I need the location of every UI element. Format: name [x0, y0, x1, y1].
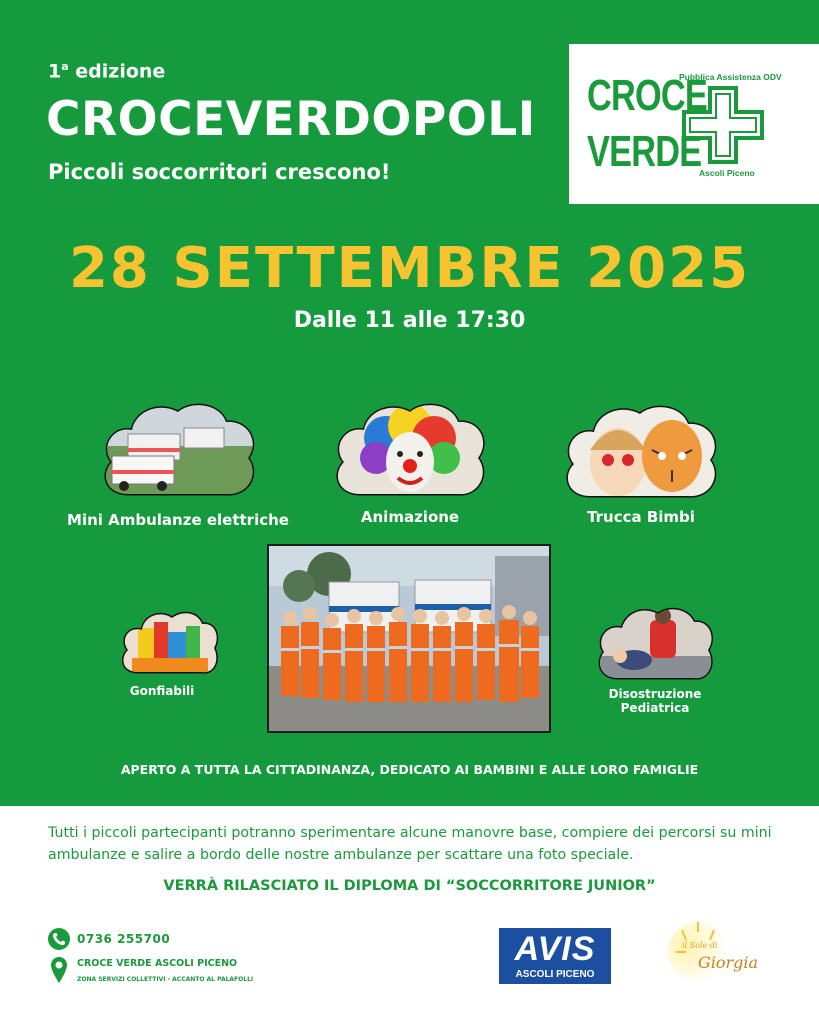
- activity-label-mini-ambulanze: Mini Ambulanze elettriche: [67, 511, 289, 529]
- organization-name: CROCE VERDE ASCOLI PICENO: [77, 958, 238, 969]
- activity-label-gonfiabili: Gonfiabili: [129, 684, 195, 698]
- diploma-notice: VERRÀ RILASCIATO IL DIPLOMA DI “SOCCORRITORE JUNIOR”: [163, 878, 656, 894]
- avis-logo-city: ASCOLI PICENO: [515, 969, 595, 980]
- description-text: Tutti i piccoli partecipanti potranno sperimentare alcune manovre base, compiere dei percorsi su mini ambulanze e salire a bordo delle nostre ambulanze per scattare una foto speciale.: [48, 825, 772, 863]
- green-cross-icon: [682, 86, 764, 164]
- event-title: CROCEVERDOPOLI: [46, 92, 536, 147]
- avis-logo: [499, 928, 611, 984]
- open-notice: APERTO A TUTTA LA CITTADINANZA, DEDICATO AI BAMBINI E ALLE LORO FAMIGLIE: [120, 762, 699, 777]
- event-time: Dalle 11 alle 17:30: [293, 308, 526, 333]
- svg-text:Giorgia: Giorgia: [698, 953, 759, 972]
- activity-label-trucca-bimbi: Trucca Bimbi: [587, 508, 695, 526]
- first-aid-photo: [594, 604, 716, 684]
- activity-label-animazione: Animazione: [360, 508, 460, 526]
- logo-word-verde: VERDE: [587, 127, 702, 176]
- event-date: 28 SETTEMBRE 2025: [68, 236, 751, 301]
- sole-di-giorgia-logo: [668, 918, 768, 990]
- face-paint-photo: [560, 400, 722, 506]
- edition-label: 1$^a$ edizione: [48, 60, 166, 83]
- phone-icon: [48, 928, 70, 950]
- event-subtitle: Piccoli soccorritori crescono!: [48, 160, 391, 184]
- bouncy-castle-photo: [118, 608, 220, 678]
- avis-logo-word: AVIS: [514, 930, 596, 968]
- svg-text:il Sole di: il Sole di: [682, 941, 718, 950]
- team-photo-image: [269, 546, 551, 733]
- ambulance-photo: [98, 398, 260, 504]
- croce-verde-logo: [569, 44, 819, 204]
- map-pin-icon: [50, 956, 68, 984]
- logo-city: Ascoli Piceno: [699, 168, 755, 178]
- activity-label-disostruzione: Disostruzione Pediatrica: [608, 687, 702, 716]
- team-photo: [267, 544, 551, 733]
- clown-photo: [330, 398, 490, 504]
- phone-number[interactable]: 0736 255700: [77, 932, 171, 946]
- logo-word-croce: CROCE: [587, 71, 708, 120]
- address-text: ZONA SERVIZI COLLETTIVI - ACCANTO AL PALAFOLLI: [77, 976, 254, 983]
- logo-tagline: Pubblica Assistenza ODV: [679, 72, 782, 82]
